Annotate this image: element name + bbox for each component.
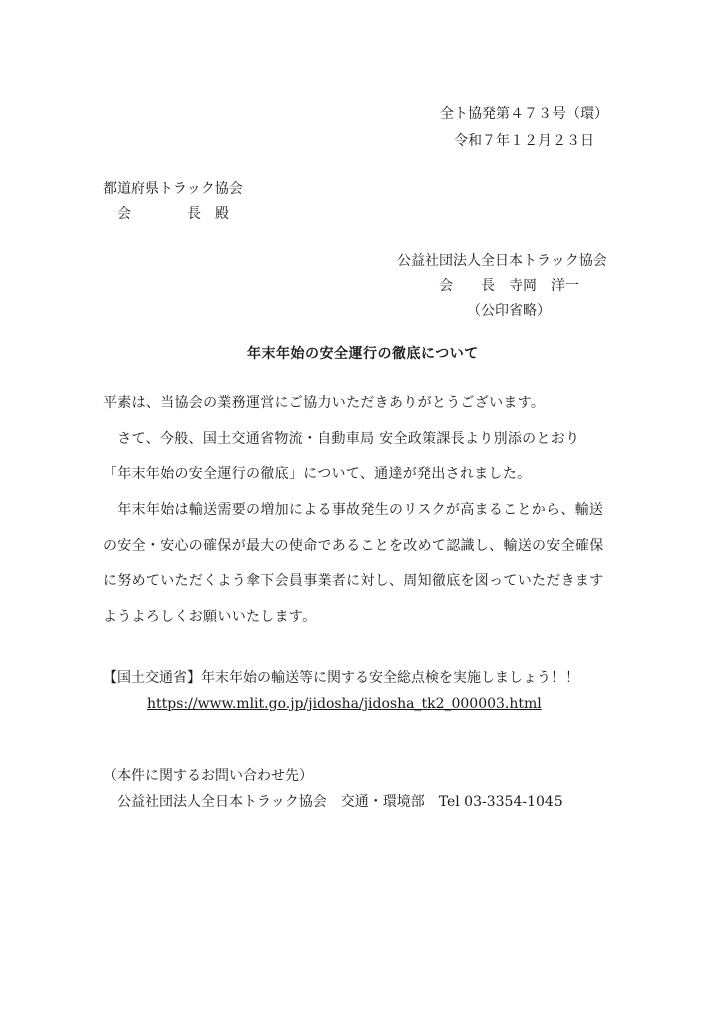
body-paragraph-2-line-1: さて、今般、国土交通省物流・自動車局 安全政策課長より別添のとおり (103, 431, 580, 447)
body-paragraph-1: 平素は、当協会の業務運営にご協力いただきありがとうございます。 (103, 395, 546, 411)
body-paragraph-3-line-2: の安全・安心の確保が最大の使命であることを改めて認識し、輸送の安全確保 (103, 538, 604, 554)
seal-omitted-note: （公印省略） (467, 303, 551, 319)
issue-date: 令和７年１２月２３日 (454, 133, 594, 149)
body-paragraph-3-line-1: 年末年始は輸送需要の増加による事故発生のリスクが高まることから、輸送 (103, 502, 604, 518)
reference-label: 【国土交通省】年末年始の輸送等に関する安全総点検を実施しましょう！！ (103, 670, 579, 686)
addressee-line-2: 会 長 殿 (117, 206, 229, 222)
sender-name: 会 長 寺岡 洋一 (439, 278, 579, 294)
contact-detail: 公益社団法人全日本トラック協会 交通・環境部 Tel 03-3354-1045 (117, 794, 563, 810)
document-number: 全ト協発第４７３号（環） (440, 106, 608, 122)
sender-organization: 公益社団法人全日本トラック協会 (397, 253, 607, 269)
body-paragraph-3-line-4: ようよろしくお願いいたします。 (103, 609, 317, 625)
body-paragraph-2-line-2: 「年末年始の安全運行の徹底」について、通達が発出されました。 (103, 466, 532, 482)
contact-heading: （本件に関するお問い合わせ先） (103, 768, 313, 784)
reference-link[interactable]: https://www.mlit.go.jp/jidosha/jidosha_tk2_000003.html (147, 696, 542, 712)
body-paragraph-3-line-3: に努めていただくよう傘下会員事業者に対し、周知徹底を図っていただきます (103, 573, 604, 589)
document-title: 年末年始の安全運行の徹底について (247, 346, 479, 362)
addressee-line-1: 都道府県トラック協会 (103, 181, 243, 197)
